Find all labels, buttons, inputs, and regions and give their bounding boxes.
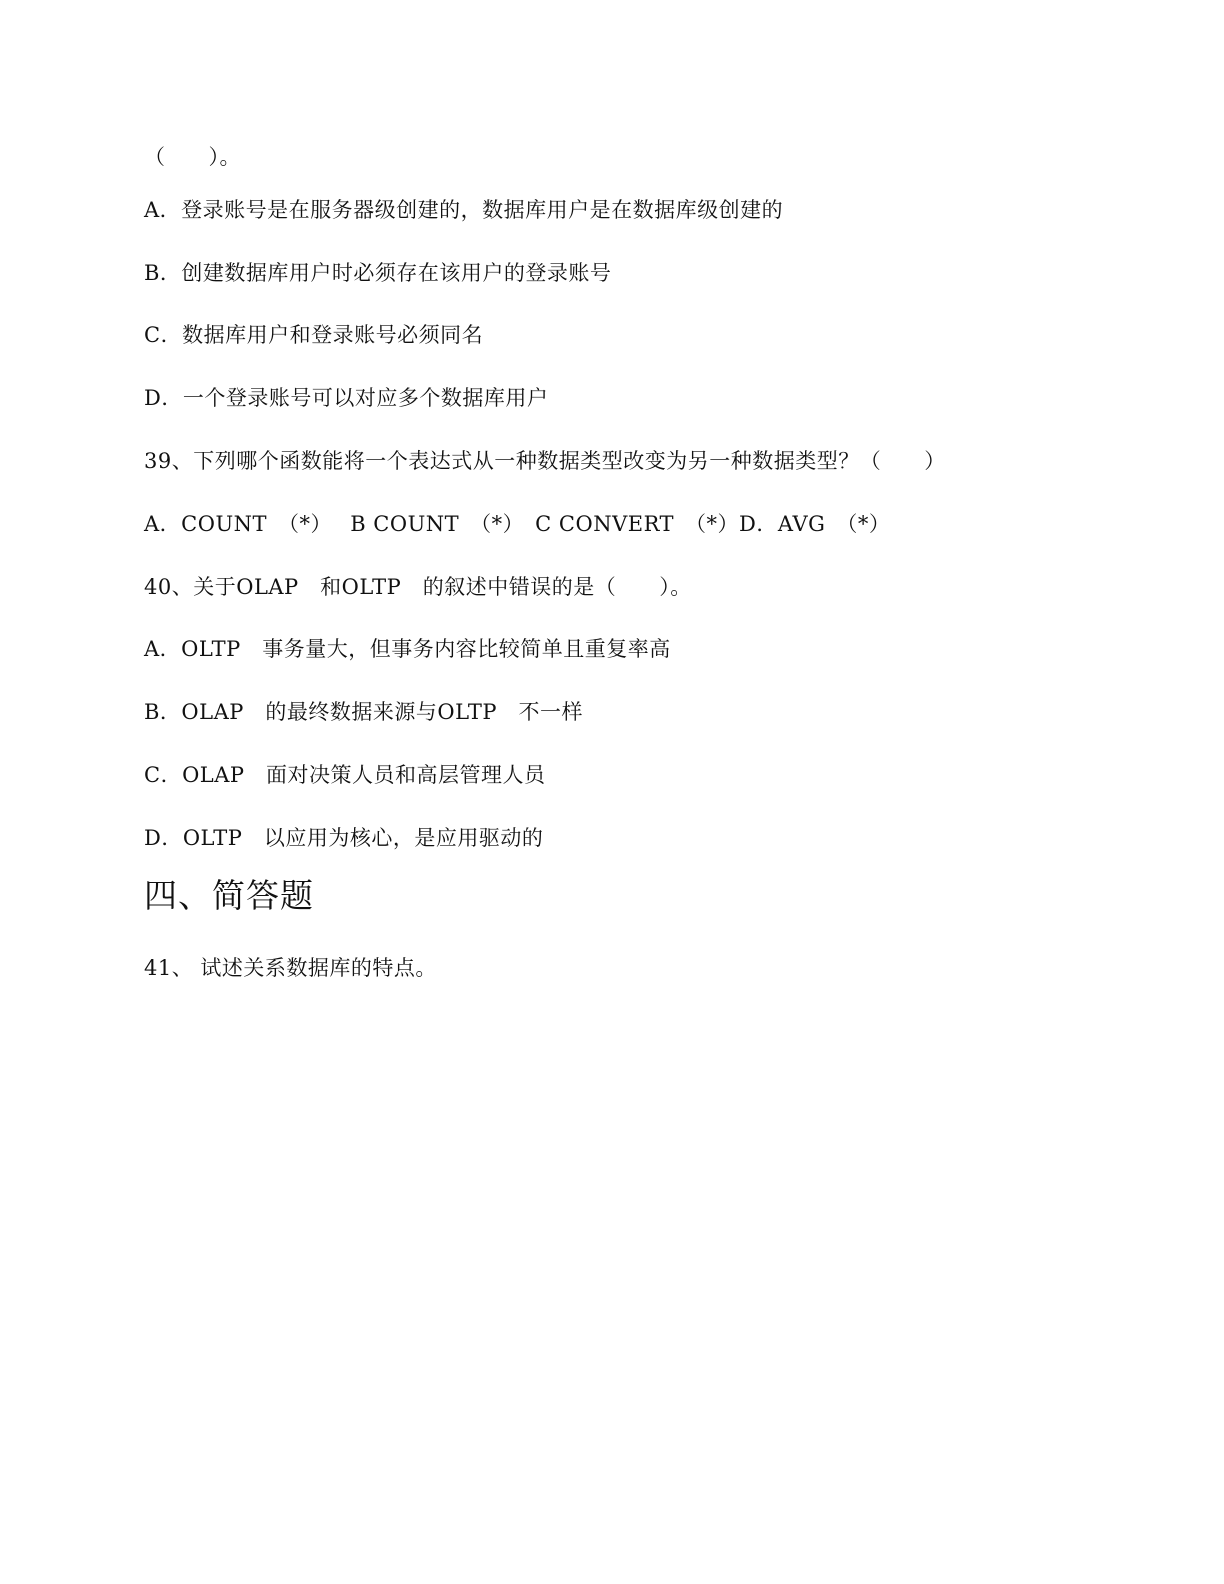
q38-option-c: C．数据库用户和登录账号必须同名 [144, 323, 484, 347]
q40-option-a: A．OLTP 事务量大，但事务内容比较简单且重复率高 [144, 637, 671, 661]
section-heading: 四、简答题 [144, 876, 314, 915]
q38-stem-tail: （ ）。 [144, 145, 241, 169]
q38-option-b: B．创建数据库用户时必须存在该用户的登录账号 [144, 261, 612, 285]
q39-stem: 39、下列哪个函数能将一个表达式从一种数据类型改变为另一种数据类型？（ ） [144, 449, 946, 473]
q40-option-b: B．OLAP 的最终数据来源与OLTP 不一样 [144, 700, 583, 724]
q40-stem: 40、关于OLAP 和OLTP 的叙述中错误的是（ ）。 [144, 575, 692, 599]
q40-option-d: D．OLTP 以应用为核心，是应用驱动的 [144, 826, 544, 850]
q38-option-a: A．登录账号是在服务器级创建的，数据库用户是在数据库级创建的 [144, 198, 784, 222]
q40-option-c: C．OLAP 面对决策人员和高层管理人员 [144, 763, 546, 787]
q41-stem: 41、 试述关系数据库的特点。 [144, 956, 437, 980]
q38-option-d: D．一个登录账号可以对应多个数据库用户 [144, 386, 549, 410]
q39-options: A．COUNT （*） B COUNT （*） C CONVERT （*）D．AVG （*） [144, 512, 891, 536]
